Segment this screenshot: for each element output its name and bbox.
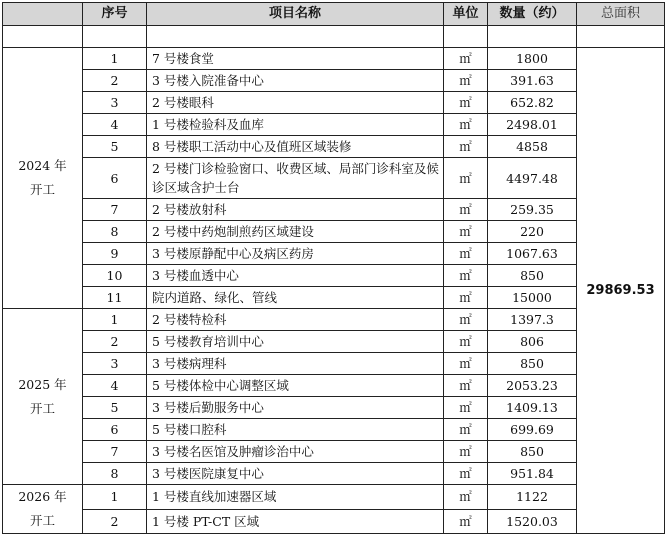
name-cell: 5 号楼口腔科 [147, 419, 444, 441]
unit-cell: ㎡ [444, 221, 488, 243]
table-body [3, 26, 665, 534]
table-row [3, 158, 665, 199]
qty-cell: 1122 [488, 485, 577, 510]
name-cell: 3 号楼病理科 [147, 353, 444, 375]
table-row [3, 509, 665, 534]
blank-cell [147, 26, 444, 48]
unit-cell: ㎡ [444, 158, 488, 199]
seq-cell: 1 [83, 485, 147, 510]
unit-cell: ㎡ [444, 441, 488, 463]
blank-cell [444, 26, 488, 48]
unit-cell: ㎡ [444, 353, 488, 375]
seq-cell: 2 [83, 509, 147, 534]
seq-cell: 8 [83, 221, 147, 243]
table-row [3, 136, 665, 158]
seq-cell: 3 [83, 353, 147, 375]
name-cell: 5 号楼体检中心调整区域 [147, 375, 444, 397]
table-row [3, 48, 665, 70]
unit-cell: ㎡ [444, 70, 488, 92]
seq-cell: 5 [83, 136, 147, 158]
unit-cell: ㎡ [444, 48, 488, 70]
qty-cell: 1067.63 [488, 243, 577, 265]
year-label: 2026 年 [18, 489, 67, 504]
unit-cell: ㎡ [444, 485, 488, 510]
table-row [3, 331, 665, 353]
qty-cell: 4858 [488, 136, 577, 158]
name-cell: 3 号楼入院准备中心 [147, 70, 444, 92]
seq-cell: 5 [83, 397, 147, 419]
unit-cell: ㎡ [444, 463, 488, 485]
start-label: 开工 [29, 182, 55, 197]
name-cell: 1 号楼检验科及血库 [147, 114, 444, 136]
table-row [3, 265, 665, 287]
header-blank [3, 3, 83, 26]
qty-cell: 15000 [488, 287, 577, 309]
unit-cell: ㎡ [444, 419, 488, 441]
start-label: 开工 [29, 513, 55, 528]
year-group-cell [3, 309, 83, 485]
unit-cell: ㎡ [444, 114, 488, 136]
seq-cell: 7 [83, 441, 147, 463]
name-cell: 2 号楼中药炮制煎药区域建设 [147, 221, 444, 243]
unit-cell: ㎡ [444, 265, 488, 287]
seq-cell: 2 [83, 331, 147, 353]
table-row [3, 397, 665, 419]
name-cell: 2 号楼眼科 [147, 92, 444, 114]
blank-cell [3, 26, 83, 48]
table-row [3, 92, 665, 114]
name-cell: 3 号楼后勤服务中心 [147, 397, 444, 419]
qty-cell: 220 [488, 221, 577, 243]
table-row [3, 353, 665, 375]
qty-cell: 1409.13 [488, 397, 577, 419]
unit-cell: ㎡ [444, 509, 488, 534]
name-cell: 2 号楼门诊检验窗口、收费区域、局部门诊科室及候诊区域含护士台 [147, 158, 444, 199]
table-row [3, 114, 665, 136]
table-row [3, 463, 665, 485]
seq-cell: 6 [83, 158, 147, 199]
header-unit: 单位 [444, 3, 488, 26]
blank-row [3, 26, 665, 48]
name-cell: 1 号楼 PT-CT 区域 [147, 509, 444, 534]
unit-cell: ㎡ [444, 331, 488, 353]
qty-cell: 4497.48 [488, 158, 577, 199]
header-seq: 序号 [83, 3, 147, 26]
unit-cell: ㎡ [444, 92, 488, 114]
name-cell: 3 号楼血透中心 [147, 265, 444, 287]
name-cell: 7 号楼食堂 [147, 48, 444, 70]
qty-cell: 850 [488, 441, 577, 463]
seq-cell: 7 [83, 199, 147, 221]
qty-cell: 850 [488, 353, 577, 375]
seq-cell: 11 [83, 287, 147, 309]
seq-cell: 1 [83, 309, 147, 331]
qty-cell: 1520.03 [488, 509, 577, 534]
year-label: 2025 年 [18, 376, 67, 392]
table-row [3, 375, 665, 397]
seq-cell: 2 [83, 70, 147, 92]
blank-cell [577, 26, 665, 48]
unit-cell: ㎡ [444, 243, 488, 265]
qty-cell: 1800 [488, 48, 577, 70]
blank-cell [488, 26, 577, 48]
header-qty: 数量（约） [488, 3, 577, 26]
name-cell: 2 号楼放射科 [147, 199, 444, 221]
start-label: 开工 [29, 400, 55, 416]
table-row [3, 419, 665, 441]
qty-cell: 652.82 [488, 92, 577, 114]
name-cell: 1 号楼直线加速器区域 [147, 485, 444, 510]
qty-cell: 699.69 [488, 419, 577, 441]
unit-cell: ㎡ [444, 375, 488, 397]
seq-cell: 9 [83, 243, 147, 265]
name-cell: 3 号楼原静配中心及病区药房 [147, 243, 444, 265]
seq-cell: 10 [83, 265, 147, 287]
seq-cell: 3 [83, 92, 147, 114]
seq-cell: 4 [83, 375, 147, 397]
unit-cell: ㎡ [444, 309, 488, 331]
seq-cell: 8 [83, 463, 147, 485]
name-cell: 院内道路、绿化、管线 [147, 287, 444, 309]
table-row [3, 485, 665, 510]
unit-cell: ㎡ [444, 397, 488, 419]
unit-cell: ㎡ [444, 287, 488, 309]
table-row [3, 287, 665, 309]
table-row [3, 70, 665, 92]
qty-cell: 2053.23 [488, 375, 577, 397]
table-row [3, 221, 665, 243]
unit-cell: ㎡ [444, 136, 488, 158]
header-row [3, 3, 665, 26]
name-cell: 5 号楼教育培训中心 [147, 331, 444, 353]
unit-cell: ㎡ [444, 199, 488, 221]
qty-cell: 951.84 [488, 463, 577, 485]
qty-cell: 850 [488, 265, 577, 287]
name-cell: 8 号楼职工活动中心及值班区域装修 [147, 136, 444, 158]
name-cell: 2 号楼特检科 [147, 309, 444, 331]
name-cell: 3 号楼名医馆及肿瘤诊治中心 [147, 441, 444, 463]
total-area-cell: 29869.53 [577, 48, 665, 534]
name-cell: 3 号楼医院康复中心 [147, 463, 444, 485]
seq-cell: 6 [83, 419, 147, 441]
year-group-cell [3, 485, 83, 534]
header-total: 总面积 [577, 3, 665, 26]
qty-cell: 806 [488, 331, 577, 353]
year-group-cell [3, 48, 83, 309]
table-row [3, 199, 665, 221]
qty-cell: 1397.3 [488, 309, 577, 331]
qty-cell: 2498.01 [488, 114, 577, 136]
table-row [3, 441, 665, 463]
project-table [2, 2, 665, 534]
qty-cell: 391.63 [488, 70, 577, 92]
blank-cell [83, 26, 147, 48]
seq-cell: 4 [83, 114, 147, 136]
table-row [3, 243, 665, 265]
qty-cell: 259.35 [488, 199, 577, 221]
seq-cell: 1 [83, 48, 147, 70]
table-row [3, 309, 665, 331]
header-name: 项目名称 [147, 3, 444, 26]
year-label: 2024 年 [18, 158, 67, 173]
